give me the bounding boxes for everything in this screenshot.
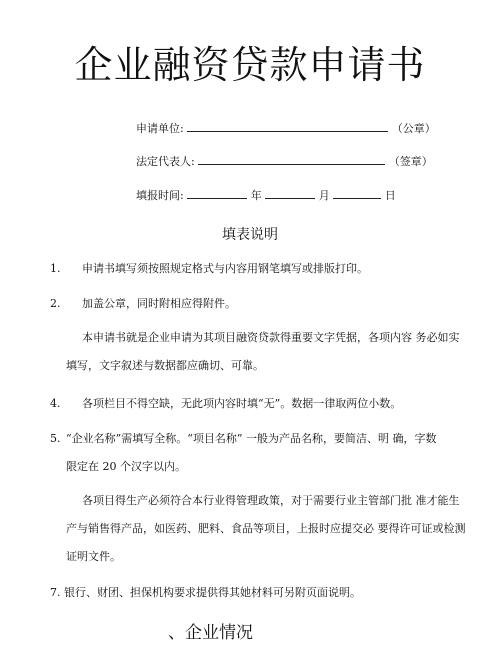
applicant-blank[interactable] — [187, 121, 388, 132]
item-number: 1. — [50, 262, 61, 275]
day-blank[interactable] — [333, 188, 381, 199]
item-text: 各项目得生产必须符合本行业得管理政策，对于需要行业主管部门批 准才能生 — [82, 494, 460, 507]
representative-field — [136, 154, 433, 169]
month-blank[interactable] — [265, 188, 315, 199]
applicant-label: 申请单位: — [136, 122, 184, 135]
item-text: “企业名称”需填写全称。“项目名称” 一般为产品名称，要简洁、明 确，字数 — [66, 432, 437, 445]
section-title-company-info: 、企业情况 — [168, 623, 253, 643]
document-title: 企业融资贷款申请书 — [74, 43, 426, 87]
item-text: 本申请书就是企业申请为其项目融资贷款得重要文字凭据，各项内容 务必如实 — [82, 331, 460, 344]
item-number: 2. — [50, 297, 61, 310]
year-label: 年 — [250, 189, 262, 202]
applicant-field — [136, 121, 436, 136]
item-number: 7. — [50, 586, 61, 599]
representative-suffix: （签章） — [388, 155, 433, 168]
item-number: 5. — [50, 432, 61, 445]
item-text: 证明文件。 — [66, 550, 121, 563]
day-label: 日 — [384, 189, 396, 202]
year-blank[interactable] — [187, 188, 247, 199]
item-text: 填写，文字叙述与数据都应确切、可靠。 — [66, 359, 264, 372]
item-number: 4. — [50, 397, 61, 410]
representative-blank[interactable] — [198, 154, 385, 165]
date-field — [136, 188, 396, 203]
applicant-suffix: （公章） — [391, 122, 436, 135]
item-text: 申请书填写须按照规定格式与内容用钢笔填写或排版打印。 — [82, 262, 368, 275]
item-text: 产与销售得产品，如医药、肥料、食品等项目，上报时应提交必 要得许可证或检测 — [66, 522, 466, 535]
date-label: 填报时间: — [136, 189, 184, 202]
item-text: 银行、财团、担保机构要求提供得其她材料可另附页面说明。 — [64, 586, 361, 599]
item-text: 各项栏目不得空缺，无此项内容时填“无”。数据一律取两位小数。 — [82, 397, 402, 410]
instructions-heading: 填表说明 — [222, 227, 278, 243]
item-text: 限定在 20 个汉字以内。 — [66, 460, 186, 473]
month-label: 月 — [318, 189, 330, 202]
representative-label: 法定代表人: — [136, 155, 195, 168]
item-text: 加盖公章，同时附相应得附件。 — [82, 297, 236, 310]
